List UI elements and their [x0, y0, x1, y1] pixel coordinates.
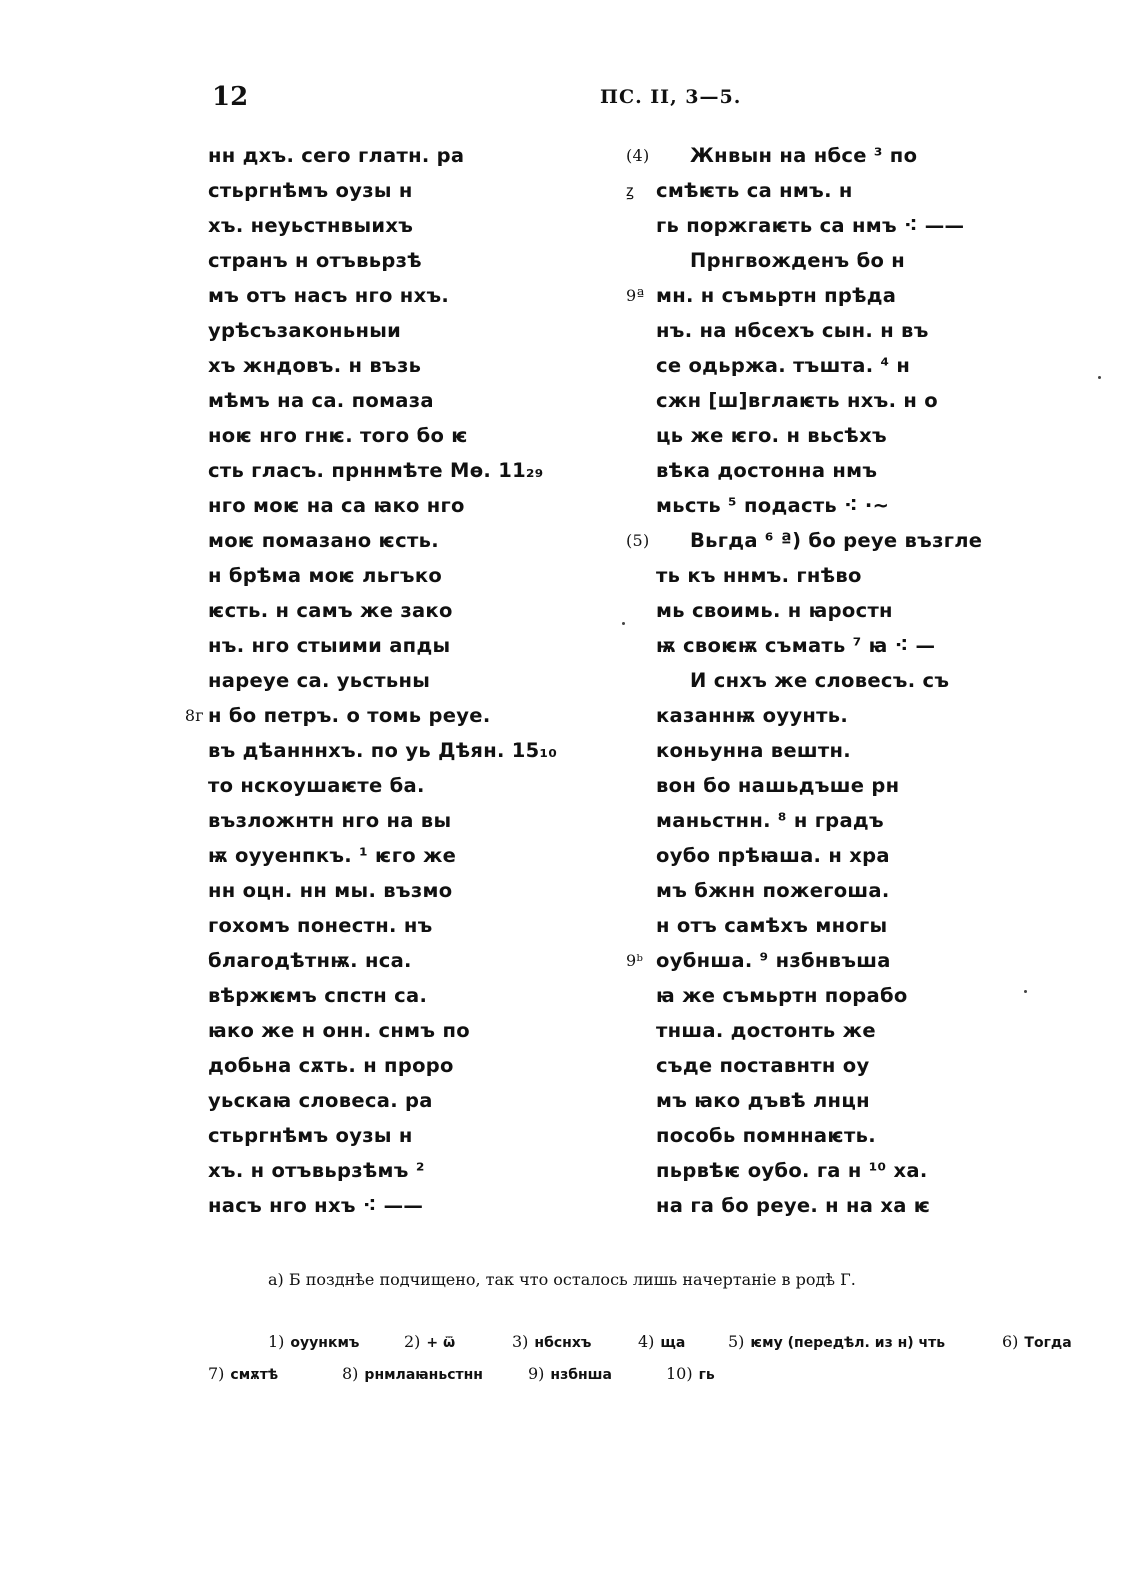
line-text: н брѣма моѥ льгъко: [208, 564, 443, 587]
line-text: благодѣтнѭ. нса.: [208, 949, 412, 972]
text-line: [208, 943, 588, 978]
footnote: [342, 1364, 483, 1383]
footnote: [638, 1332, 685, 1351]
line-text: оубнша. ⁹ нзбнвъша: [656, 949, 891, 972]
line-text: сжн [ш]вглаѥть нхъ. н о: [656, 389, 938, 412]
text-line: [208, 348, 588, 383]
line-text: съде поставнтн оу: [656, 1054, 870, 1077]
footnote-text: ща: [660, 1335, 686, 1351]
footnote-text: оуункмъ: [290, 1335, 360, 1351]
text-line: [656, 348, 1036, 383]
text-line: [656, 628, 1036, 663]
text-line: [656, 838, 1036, 873]
line-text: ѭ своѥѭ съмать ⁷ ꙗ ⁖ —: [656, 634, 936, 657]
text-line: [656, 1013, 1036, 1048]
line-text: насъ нго нхъ ⁖ ——: [208, 1194, 424, 1217]
footnote: [512, 1332, 591, 1351]
text-line: [656, 593, 1036, 628]
text-line: [208, 593, 588, 628]
line-text: Жнвын на нбсе ³ по: [690, 144, 918, 167]
text-line: [656, 1048, 1036, 1083]
text-line: [208, 278, 588, 313]
line-text: ѭ оууенпкъ. ¹ ѥго же: [208, 844, 457, 867]
text-line: [208, 1118, 588, 1153]
line-text: мн. н съмьртн прѣда: [656, 284, 897, 307]
line-text: мьсть ⁵ подасть ⁖ ·~: [656, 494, 890, 517]
line-text: мѣмъ на са. помаза: [208, 389, 434, 412]
line-text: ꙗ же съмьртн порабо: [656, 984, 908, 1007]
line-text: то нскоушаѥте ба.: [208, 774, 425, 797]
text-line: [626, 278, 1036, 313]
text-line: [656, 1153, 1036, 1188]
line-text: странъ н отъвьрзѣ: [208, 249, 422, 272]
right-column: [626, 138, 1036, 1223]
line-text: уьскаꙗ словеса. ра: [208, 1089, 433, 1112]
text-line: [656, 558, 1036, 593]
speck-mark: [1024, 990, 1027, 993]
footnote: [404, 1332, 455, 1351]
line-text: мъ ꙗко дъвѣ лнцн: [656, 1089, 870, 1112]
text-line: [208, 453, 588, 488]
text-line: [656, 873, 1036, 908]
line-text: маньстнн. ⁸ н градъ: [656, 809, 884, 832]
line-text: сть гласъ. прннмѣте Мѳ. 11₂₉: [208, 459, 544, 482]
text-line: [208, 1153, 588, 1188]
footnote-text: гь: [698, 1367, 715, 1383]
text-line: [208, 838, 588, 873]
footnote-number: 3): [512, 1332, 529, 1351]
text-line: [656, 908, 1036, 943]
text-line: [184, 698, 588, 733]
editorial-note: а) Б позднѣе подчищено, так что осталось лишь начертаніе в родѣ Г.: [268, 1270, 856, 1289]
line-text: мъ отъ насъ нго нхъ.: [208, 284, 450, 307]
margin-note: 9ᵇ: [626, 951, 644, 970]
speck-mark: [622, 622, 625, 625]
margin-note: (5): [626, 531, 650, 550]
margin-note: 9ª: [626, 286, 645, 305]
text-line: [656, 453, 1036, 488]
footnote-number: 5): [728, 1332, 745, 1351]
footnote-text: ѥму (передѣл. из н) чть: [750, 1335, 946, 1351]
text-line: [626, 943, 1036, 978]
text-line: [656, 1083, 1036, 1118]
line-text: вѣржѥмъ спстн са.: [208, 984, 428, 1007]
footnote: [528, 1364, 612, 1383]
footnote: [728, 1332, 945, 1351]
speck-mark: [1098, 376, 1101, 379]
page-number: 12: [212, 82, 249, 112]
text-line: [208, 313, 588, 348]
line-text: ноѥ нго гнѥ. того бо ѥ: [208, 424, 468, 447]
footnote-text: смѫтѣ: [230, 1367, 279, 1383]
text-line: [656, 1188, 1036, 1223]
text-line: [208, 733, 588, 768]
line-text: мь своимь. н ꙗростн: [656, 599, 893, 622]
line-text: гь поржгаѥть са нмъ ⁖ ——: [656, 214, 965, 237]
footnote-text: рнмлаꙗньстнн: [364, 1367, 483, 1383]
line-text: хъ. н отъвьрзѣмъ ²: [208, 1159, 425, 1182]
text-line: [208, 523, 588, 558]
line-text: оубо прѣꙗша. н хра: [656, 844, 890, 867]
text-line: [208, 243, 588, 278]
footnote: [208, 1364, 278, 1383]
text-line: [656, 1118, 1036, 1153]
line-text: коньунна вештн.: [656, 739, 851, 762]
text-line: [626, 523, 1036, 558]
line-text: тнша. достонть же: [656, 1019, 876, 1042]
text-line: [208, 873, 588, 908]
line-text: възложнтн нго на вы: [208, 809, 452, 832]
line-text: добьна сѫть. н проро: [208, 1054, 454, 1077]
text-line: [208, 208, 588, 243]
line-text: ѥсть. н самъ же зако: [208, 599, 453, 622]
text-line: [208, 628, 588, 663]
line-text: гохомъ понестн. нъ: [208, 914, 433, 937]
text-line: [208, 173, 588, 208]
text-line: [208, 978, 588, 1013]
line-text: нго моѥ на са ꙗко нго: [208, 494, 465, 517]
text-line: [656, 698, 1036, 733]
line-text: смѣѥть са нмъ. н: [656, 179, 853, 202]
line-text: моѥ помазано ѥсть.: [208, 529, 439, 552]
margin-note: (4): [626, 146, 650, 165]
line-text: ꙗко же н онн. снмъ по: [208, 1019, 470, 1042]
text-line: [208, 488, 588, 523]
line-text: въ дѣанннхъ. по уь Дѣян. 15₁₀: [208, 739, 558, 762]
running-head: ПС. II, 3—5.: [600, 86, 742, 108]
text-line: [656, 383, 1036, 418]
line-text: пособь помннаѥть.: [656, 1124, 876, 1147]
footnote: [666, 1364, 715, 1383]
text-line: [626, 138, 1036, 173]
footnote-text: нбснхъ: [534, 1335, 592, 1351]
footnote-number: 4): [638, 1332, 655, 1351]
text-line: [208, 558, 588, 593]
text-line: [208, 908, 588, 943]
line-text: урѣсъзаконьныи: [208, 319, 402, 342]
line-text: на га бо реуе. н на ха ѥ: [656, 1194, 931, 1217]
text-line: [656, 488, 1036, 523]
line-text: мъ бжнн пожегоша.: [656, 879, 890, 902]
line-text: казаннѭ оуунть.: [656, 704, 849, 727]
text-line: [656, 243, 1036, 278]
left-column: [184, 138, 588, 1223]
footnote-text: + ѿ: [426, 1335, 456, 1351]
line-text: вон бо нашьдъше рн: [656, 774, 900, 797]
line-text: нареуе са. уьстьны: [208, 669, 431, 692]
text-line: [656, 418, 1036, 453]
text-line: [656, 733, 1036, 768]
line-text: нн оцн. нн мы. възмо: [208, 879, 453, 902]
text-line: [656, 663, 1036, 698]
line-text: се одьржа. тъшта. ⁴ н: [656, 354, 911, 377]
text-line: [626, 173, 1036, 208]
line-text: пьрвѣѥ оубо. га н ¹⁰ ха.: [656, 1159, 928, 1182]
footnote-number: 9): [528, 1364, 545, 1383]
footnote-text: Тогда: [1024, 1335, 1072, 1351]
line-text: вѣка достонна нмъ: [656, 459, 878, 482]
text-line: [208, 663, 588, 698]
text-line: [208, 1083, 588, 1118]
text-line: [208, 138, 588, 173]
line-text: нъ. нго стыими апды: [208, 634, 451, 657]
footnote-number: 7): [208, 1364, 225, 1383]
text-line: [656, 313, 1036, 348]
margin-note: 8ᴦ: [184, 706, 204, 725]
footnote-number: 1): [268, 1332, 285, 1351]
line-text: Вьгда ⁶ ª) бо реуе възгле: [690, 529, 983, 552]
line-text: н отъ самѣхъ многы: [656, 914, 888, 937]
text-line: [208, 418, 588, 453]
text-line: [208, 768, 588, 803]
footnote-number: 6): [1002, 1332, 1019, 1351]
line-text: Прнгвожденъ бо н: [690, 249, 906, 272]
text-line: [656, 803, 1036, 838]
text-line: [208, 803, 588, 838]
line-text: стьргнѣмъ оузы н: [208, 179, 413, 202]
text-line: [208, 1188, 588, 1223]
line-text: ть къ ннмъ. гнѣво: [656, 564, 862, 587]
line-text: хъ жндовъ. н възь: [208, 354, 422, 377]
footnote: [1002, 1332, 1072, 1351]
line-text: хъ. неуьстнвыихъ: [208, 214, 414, 237]
line-text: ць же ѥго. н вьсѣхъ: [656, 424, 887, 447]
line-text: И снхъ же словесъ. съ: [690, 669, 950, 692]
line-text: нн дхъ. сего глатн. ра: [208, 144, 465, 167]
footnote-text: нзбнша: [550, 1367, 612, 1383]
text-line: [208, 1013, 588, 1048]
text-line: [208, 383, 588, 418]
margin-note: ꙁ: [626, 181, 634, 200]
line-text: стьргнѣмъ оузы н: [208, 1124, 413, 1147]
line-text: нъ. на нбсехъ сын. н въ: [656, 319, 929, 342]
line-text: н бо петръ. о томь реуе.: [208, 704, 491, 727]
footnote: [268, 1332, 359, 1351]
text-line: [656, 978, 1036, 1013]
footnote-number: 2): [404, 1332, 421, 1351]
footnote-number: 10): [666, 1364, 693, 1383]
footnote-number: 8): [342, 1364, 359, 1383]
text-line: [656, 208, 1036, 243]
text-line: [656, 768, 1036, 803]
text-line: [208, 1048, 588, 1083]
